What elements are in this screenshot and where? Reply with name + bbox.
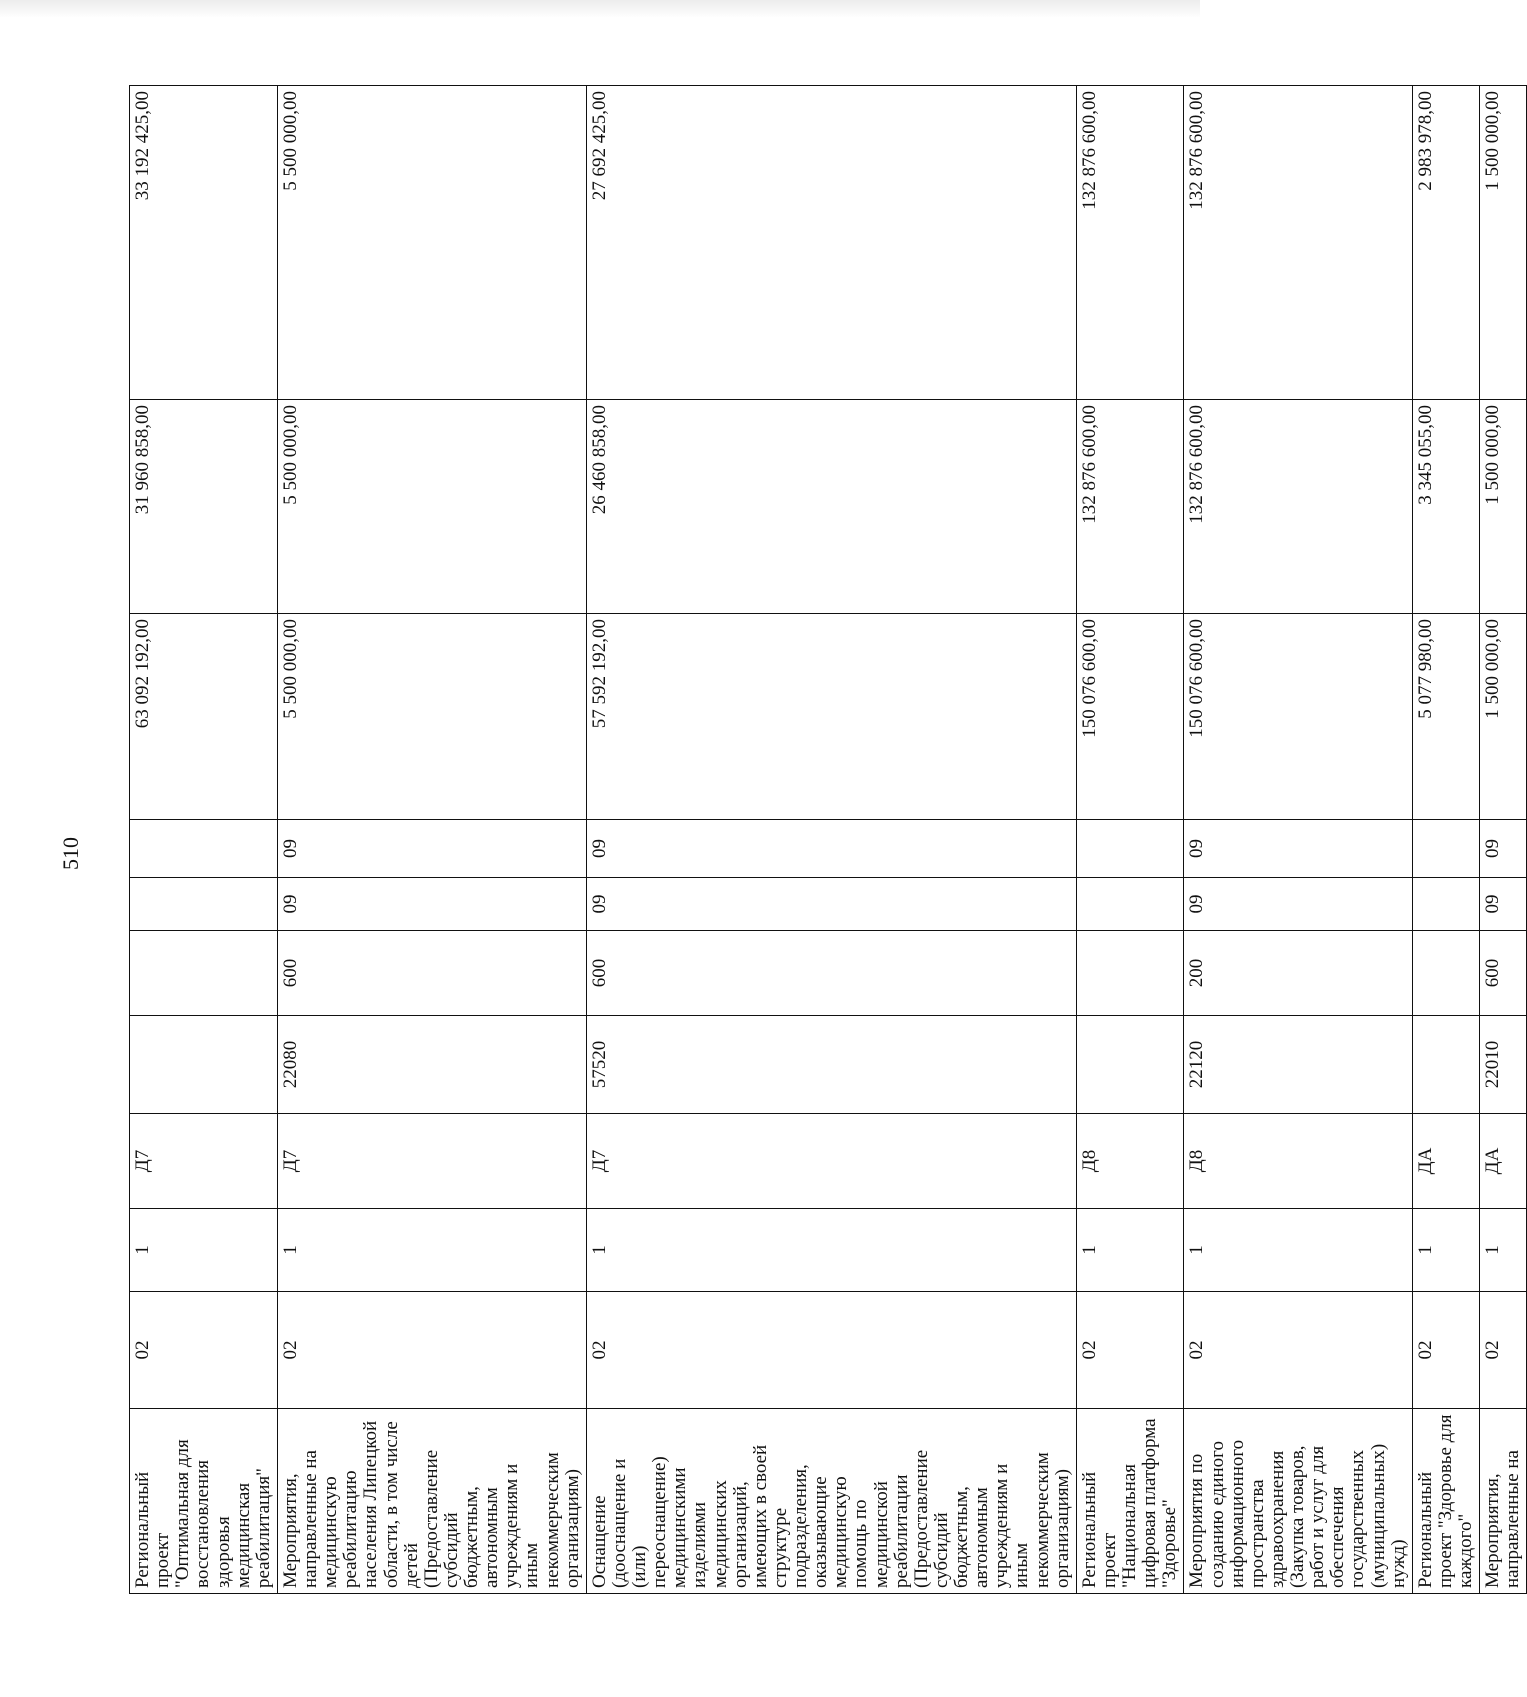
amount-regional: 5 500 000,00: [277, 86, 586, 400]
program-code: 1: [1480, 1209, 1527, 1292]
amount-federal: 132 876 600,00: [1076, 400, 1184, 614]
section-code: [130, 878, 278, 931]
rotated-table-wrapper: [129, 86, 1524, 1594]
subsection-code: 09: [1184, 820, 1412, 878]
row-name: Мероприятия, направленные на: [1480, 1409, 1527, 1594]
table-row: [1184, 86, 1412, 1594]
amount-total: 5 500 000,00: [277, 614, 586, 820]
row-name: Региональный проект "Оптимальная для восстановления здоровья медицинская реабилитация": [130, 1409, 278, 1594]
budget-table: [129, 85, 1527, 1594]
program-code: 1: [277, 1209, 586, 1292]
expense-type: 600: [277, 931, 586, 1016]
program-code: 1: [130, 1209, 278, 1292]
subsection-code: 09: [277, 820, 586, 878]
grbs-code: 02: [1480, 1292, 1527, 1409]
project-code: Д8: [1076, 1114, 1184, 1209]
project-code: ДА: [1412, 1114, 1479, 1209]
amount-regional: 33 192 425,00: [130, 86, 278, 400]
table-row: [130, 86, 278, 1594]
section-code: 09: [1184, 878, 1412, 931]
amount-total: 57 592 192,00: [586, 614, 1076, 820]
direction-code: 57520: [586, 1016, 1076, 1114]
project-code: Д7: [277, 1114, 586, 1209]
amount-regional: 132 876 600,00: [1184, 86, 1412, 400]
grbs-code: 02: [1412, 1292, 1479, 1409]
grbs-code: 02: [1076, 1292, 1184, 1409]
table-body: [130, 86, 1527, 1594]
subsection-code: [130, 820, 278, 878]
expense-type: 200: [1184, 931, 1412, 1016]
amount-federal: 3 345 055,00: [1412, 400, 1479, 614]
section-code: 09: [586, 878, 1076, 931]
amount-regional: 1 500 000,00: [1480, 86, 1527, 400]
section-code: [1076, 878, 1184, 931]
expense-type: 600: [1480, 931, 1527, 1016]
section-code: [1412, 878, 1479, 931]
table-row: [1480, 86, 1527, 1594]
table-row: [1412, 86, 1479, 1594]
subsection-code: 09: [586, 820, 1076, 878]
direction-code: [1412, 1016, 1479, 1114]
expense-type: [1076, 931, 1184, 1016]
amount-total: 150 076 600,00: [1184, 614, 1412, 820]
grbs-code: 02: [586, 1292, 1076, 1409]
project-code: Д7: [586, 1114, 1076, 1209]
direction-code: 22120: [1184, 1016, 1412, 1114]
amount-federal: 5 500 000,00: [277, 400, 586, 614]
table-row: [277, 86, 586, 1594]
amount-total: 150 076 600,00: [1076, 614, 1184, 820]
amount-regional: 2 983 978,00: [1412, 86, 1479, 400]
amount-regional: 27 692 425,00: [586, 86, 1076, 400]
row-name: Региональный проект "Национальная цифровая платформа "Здоровье": [1076, 1409, 1184, 1594]
expense-type: [1412, 931, 1479, 1016]
direction-code: [1076, 1016, 1184, 1114]
row-name: Мероприятия по созданию единого информационного пространства здравоохранения (Закупка товаров, работ и услуг для обеспечения государственных (муниципальных) нужд): [1184, 1409, 1412, 1594]
grbs-code: 02: [277, 1292, 586, 1409]
project-code: ДА: [1480, 1114, 1527, 1209]
amount-federal: 132 876 600,00: [1184, 400, 1412, 614]
amount-federal: 26 460 858,00: [586, 400, 1076, 614]
row-name: Региональный проект "Здоровье для каждого": [1412, 1409, 1479, 1594]
page-number: 510: [58, 837, 83, 870]
program-code: 1: [1184, 1209, 1412, 1292]
subsection-code: 09: [1480, 820, 1527, 878]
amount-total: 63 092 192,00: [130, 614, 278, 820]
program-code: 1: [1412, 1209, 1479, 1292]
program-code: 1: [586, 1209, 1076, 1292]
amount-federal: 1 500 000,00: [1480, 400, 1527, 614]
amount-regional: 132 876 600,00: [1076, 86, 1184, 400]
scan-edge-shadow: [0, 0, 1200, 18]
subsection-code: [1076, 820, 1184, 878]
program-code: 1: [1076, 1209, 1184, 1292]
direction-code: 22010: [1480, 1016, 1527, 1114]
direction-code: 22080: [277, 1016, 586, 1114]
grbs-code: 02: [130, 1292, 278, 1409]
subsection-code: [1412, 820, 1479, 878]
direction-code: [130, 1016, 278, 1114]
table-row: [586, 86, 1076, 1594]
section-code: 09: [1480, 878, 1527, 931]
expense-type: [130, 931, 278, 1016]
project-code: Д8: [1184, 1114, 1412, 1209]
row-name: Мероприятия, направленные на медицинскую реабилитацию населения Липецкой области, в том числе детей (Предоставление субсидий бюджетным, автономным учреждениям и иным некоммерческим организациям): [277, 1409, 586, 1594]
amount-federal: 31 960 858,00: [130, 400, 278, 614]
grbs-code: 02: [1184, 1292, 1412, 1409]
row-name: Оснащение (дооснащение и (или) переоснащение) медицинскими изделиями медицинских организаций, имеющих в своей структуре подразделения, оказывающие медицинскую помощь по медицинской реабилитации (Предоставление субсидий бюджетным, автономным учреждениям и иным некоммерческим организациям): [586, 1409, 1076, 1594]
project-code: Д7: [130, 1114, 278, 1209]
amount-total: 5 077 980,00: [1412, 614, 1479, 820]
expense-type: 600: [586, 931, 1076, 1016]
amount-total: 1 500 000,00: [1480, 614, 1527, 820]
table-row: [1076, 86, 1184, 1594]
section-code: 09: [277, 878, 586, 931]
